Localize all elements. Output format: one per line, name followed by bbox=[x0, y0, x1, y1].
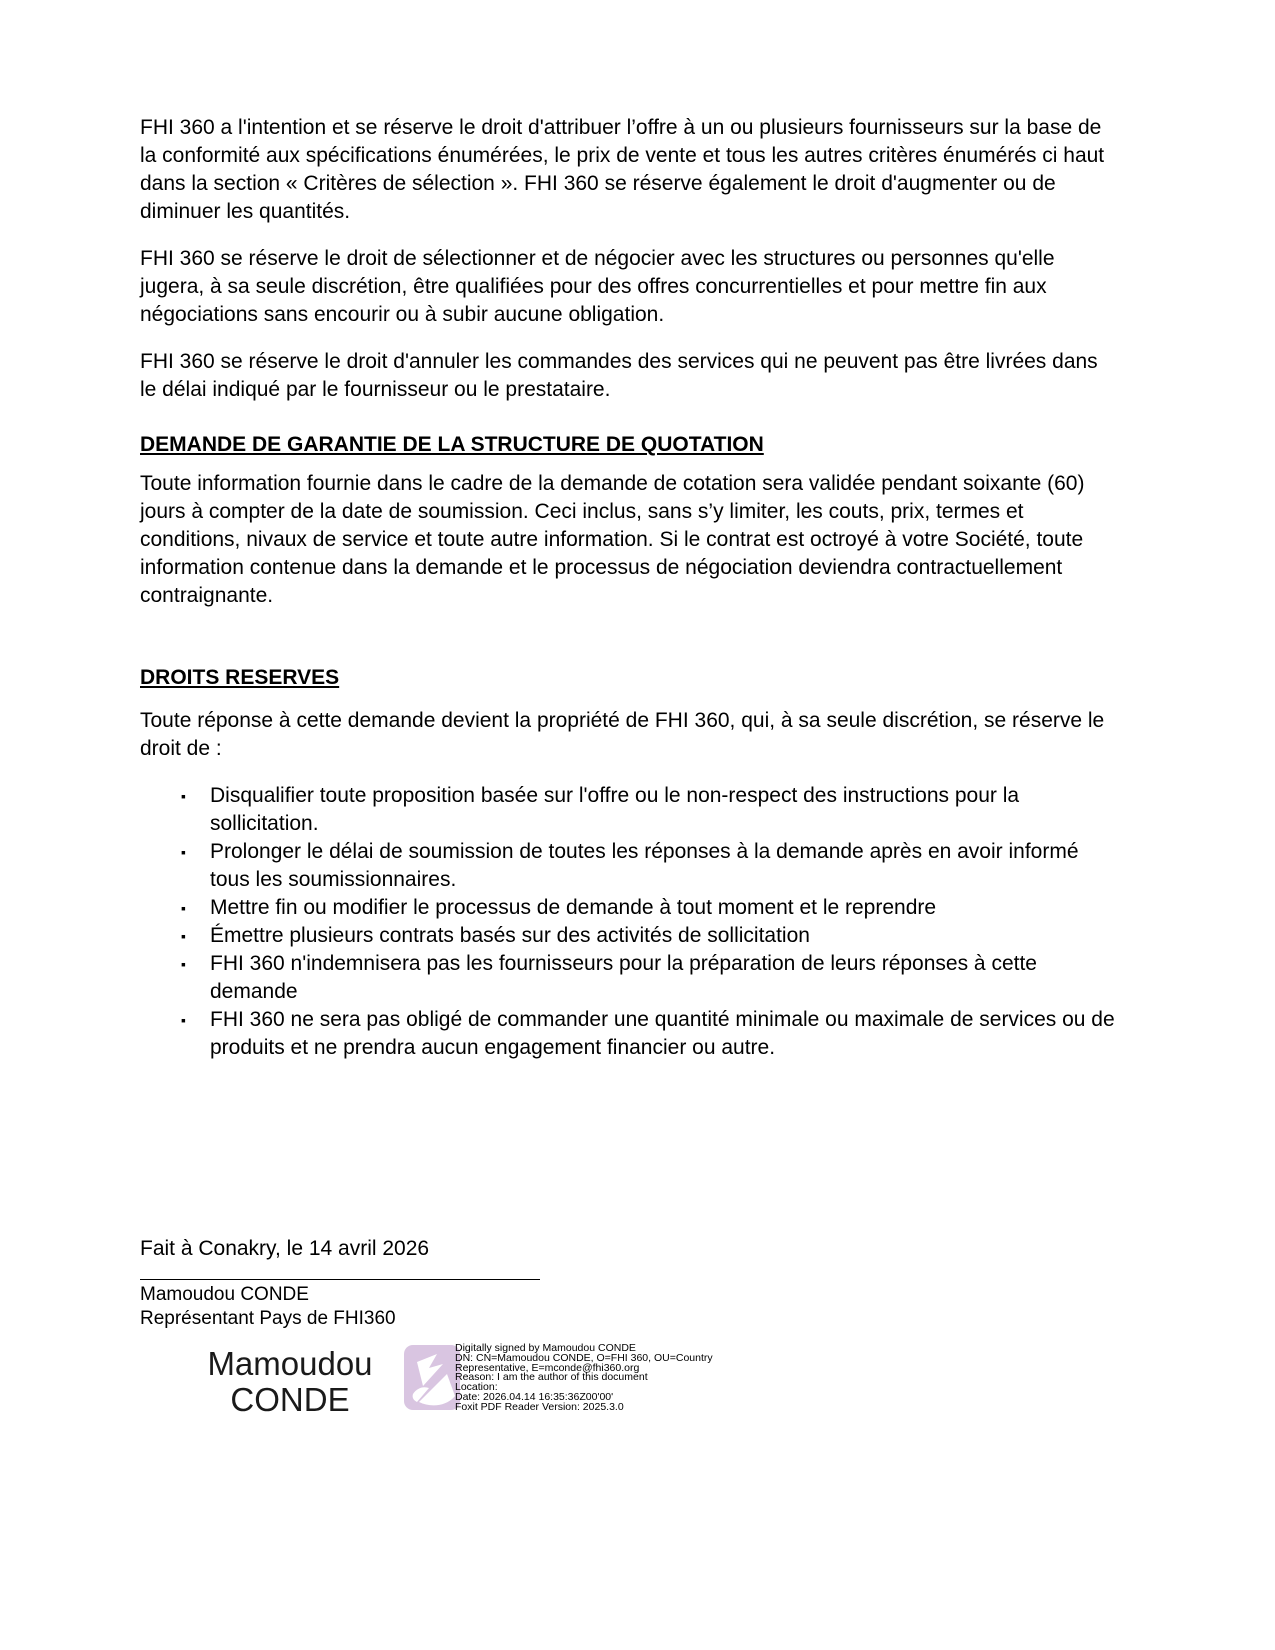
list-item bbox=[140, 782, 1115, 838]
heading-reserved-rights: DROITS RESERVES bbox=[140, 666, 340, 689]
place-and-date-line: Fait à Conakry, le 14 avril 2026 bbox=[140, 1237, 430, 1260]
signature-detail-line: Location: bbox=[455, 1381, 498, 1394]
square-bullet-icon: ▪ bbox=[181, 928, 186, 944]
signature-line bbox=[140, 1279, 540, 1280]
list-item bbox=[140, 950, 1115, 1006]
list-item-text: Mettre fin ou modifier le processus de demande à tout moment et le reprendre bbox=[210, 896, 937, 919]
document-body bbox=[140, 114, 1115, 1331]
signature-detail-line: Reason: I am the author of this document bbox=[455, 1371, 648, 1384]
list-item bbox=[140, 922, 1115, 950]
list-item-text: FHI 360 ne sera pas obligé de commander une quantité minimale ou maximale de services ou de produits et ne prendra aucun engagement financier ou autre. bbox=[210, 1008, 1115, 1059]
signatory-title: Représentant Pays de FHI360 bbox=[140, 1308, 396, 1329]
signature-detail-line: Foxit PDF Reader Version: 2025.3.0 bbox=[455, 1400, 624, 1413]
signature-detail-line: Date: 2026.04.14 16:35:36Z00'00' bbox=[455, 1390, 614, 1403]
list-item-text: Émettre plusieurs contrats basés sur des activités de sollicitation bbox=[210, 924, 810, 947]
signature-detail-line: Digitally signed by Mamoudou CONDE bbox=[455, 1342, 636, 1354]
digital-signature-stamp bbox=[140, 1340, 940, 1430]
list-item-text: FHI 360 n'indemnisera pas les fournisseurs pour la préparation de leurs réponses à cette demande bbox=[210, 952, 1037, 1003]
paragraph-cancellation: FHI 360 se réserve le droit d'annuler les commandes des services qui ne peuvent pas être livrées dans le délai indiqué par le fournisseur ou le prestataire. bbox=[140, 350, 1098, 401]
signature-detail-line: Representative, E=mconde@fhi360.org bbox=[455, 1361, 640, 1374]
reserved-rights-list bbox=[140, 782, 1115, 1062]
list-item bbox=[140, 894, 1115, 922]
list-item bbox=[140, 838, 1115, 894]
signature-detail-line: DN: CN=Mamoudou CONDE, O=FHI 360, OU=Country bbox=[455, 1351, 713, 1364]
signature-display-name: Mamoudou CONDE bbox=[207, 1345, 373, 1418]
paragraph-quotation-validity: Toute information fournie dans le cadre de la demande de cotation sera validée pendant soixante (60) jours à compter de la date de soumission. Ceci inclus, sans s’y limiter, les couts, prix, termes et conditions, nivaux de service et toute autre information. Si le contrat est octroyé à votre Société, toute information contenue dans la demande et le processus de négociation deviendra contractuellement contraignante. bbox=[140, 472, 1085, 607]
heading-quotation-guarantee: DEMANDE DE GARANTIE DE LA STRUCTURE DE QUOTATION bbox=[140, 433, 764, 456]
square-bullet-icon: ▪ bbox=[181, 788, 186, 804]
square-bullet-icon: ▪ bbox=[181, 956, 186, 972]
list-item bbox=[140, 1006, 1115, 1062]
square-bullet-icon: ▪ bbox=[181, 1012, 186, 1028]
paragraph-reserved-rights-intro: Toute réponse à cette demande devient la propriété de FHI 360, qui, à sa seule discrétion, se réserve le droit de : bbox=[140, 709, 1105, 760]
list-item-text: Disqualifier toute proposition basée sur l'offre ou le non-respect des instructions pour la sollicitation. bbox=[210, 784, 1020, 835]
list-item-text: Prolonger le délai de soumission de toutes les réponses à la demande après en avoir informé tous les soumissionnaires. bbox=[210, 840, 1079, 891]
digital-signature-badge-icon bbox=[403, 1344, 461, 1411]
signatory-name: Mamoudou CONDE bbox=[140, 1284, 309, 1305]
paragraph-award-rights: FHI 360 a l'intention et se réserve le droit d'attribuer l’offre à un ou plusieurs fournisseurs sur la base de la conformité aux spécifications énumérées, le prix de vente et tous les autres critères énumérés ci haut dans la section « Critères de sélection ». FHI 360 se réserve également le droit d'augmenter ou de diminuer les quantités. bbox=[140, 116, 1105, 223]
paragraph-selection-negotiation: FHI 360 se réserve le droit de sélectionner et de négocier avec les structures ou personnes qu'elle jugera, à sa seule discrétion, être qualifiées pour des offres concurrentielles et pour mettre fin aux négociations sans encourir ou à subir aucune obligation. bbox=[140, 247, 1055, 326]
square-bullet-icon: ▪ bbox=[181, 844, 186, 860]
square-bullet-icon: ▪ bbox=[181, 900, 186, 916]
signature-details-text bbox=[455, 1344, 765, 1413]
signatory-block bbox=[140, 1283, 1115, 1331]
